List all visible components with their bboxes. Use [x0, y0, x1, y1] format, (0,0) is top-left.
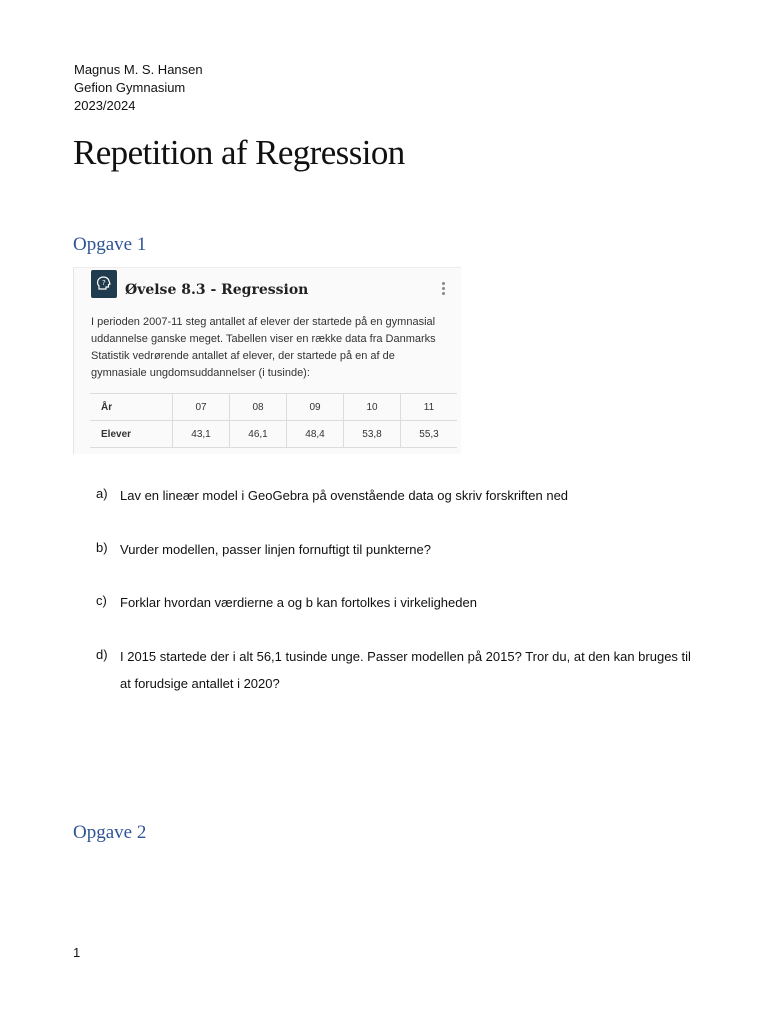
table-cell: 55,3 — [401, 421, 458, 448]
exercise-screenshot — [73, 267, 461, 454]
question-text: Vurder modellen, passer linjen fornuftigt til punkterne? — [120, 542, 431, 557]
section-heading-opgave-1: Opgave 1 — [73, 234, 147, 255]
question-text: Lav en lineær model i GeoGebra på ovenstående data og skriv forskriften ned — [120, 488, 569, 503]
page-title: Repetition af Regression — [73, 133, 405, 172]
data-table — [90, 393, 457, 448]
author-name: Magnus M. S. Hansen — [74, 62, 203, 77]
table-row-label: År — [90, 394, 173, 421]
exercise-description: I perioden 2007-11 steg antallet af elever der startede på en gymnasial uddannelse ganske meget. Tabellen viser en række data fra Danmarks Statistik vedrørende antallet af elever, der startede på en af de gymnasiale ungdomsuddannelser (i tusinde): — [91, 316, 436, 379]
table-cell: 11 — [401, 394, 458, 421]
svg-text:?: ? — [102, 279, 106, 287]
table-cell: 53,8 — [344, 421, 401, 448]
question-text: I 2015 startede der i alt 56,1 tusinde unge. Passer modellen på 2015? Tror du, at den kan bruges til at forudsige antallet i 2020? — [120, 649, 691, 691]
table-row — [90, 421, 457, 448]
table-cell: 46,1 — [230, 421, 287, 448]
table-cell: 07 — [173, 394, 230, 421]
exercise-title: Øvelse 8.3 - Regression — [125, 282, 309, 298]
table-row-label: Elever — [90, 421, 173, 448]
document-header — [74, 61, 203, 115]
question-text: Forklar hvordan værdierne a og b kan fortolkes i virkeligheden — [120, 595, 477, 610]
table-cell: 08 — [230, 394, 287, 421]
table-cell: 48,4 — [287, 421, 344, 448]
table-cell: 10 — [344, 394, 401, 421]
table-cell: 43,1 — [173, 421, 230, 448]
table-cell: 09 — [287, 394, 344, 421]
more-options-icon[interactable] — [442, 282, 446, 297]
question-label: b) — [96, 540, 108, 555]
question-label: d) — [96, 647, 108, 662]
question-label: c) — [96, 593, 107, 608]
page-number: 1 — [73, 945, 81, 960]
head-question-icon — [91, 270, 117, 298]
school-year: 2023/2024 — [74, 98, 136, 113]
question-label: a) — [96, 486, 108, 501]
table-row — [90, 394, 457, 421]
section-heading-opgave-2: Opgave 2 — [73, 822, 147, 843]
school-name: Gefion Gymnasium — [74, 80, 186, 95]
